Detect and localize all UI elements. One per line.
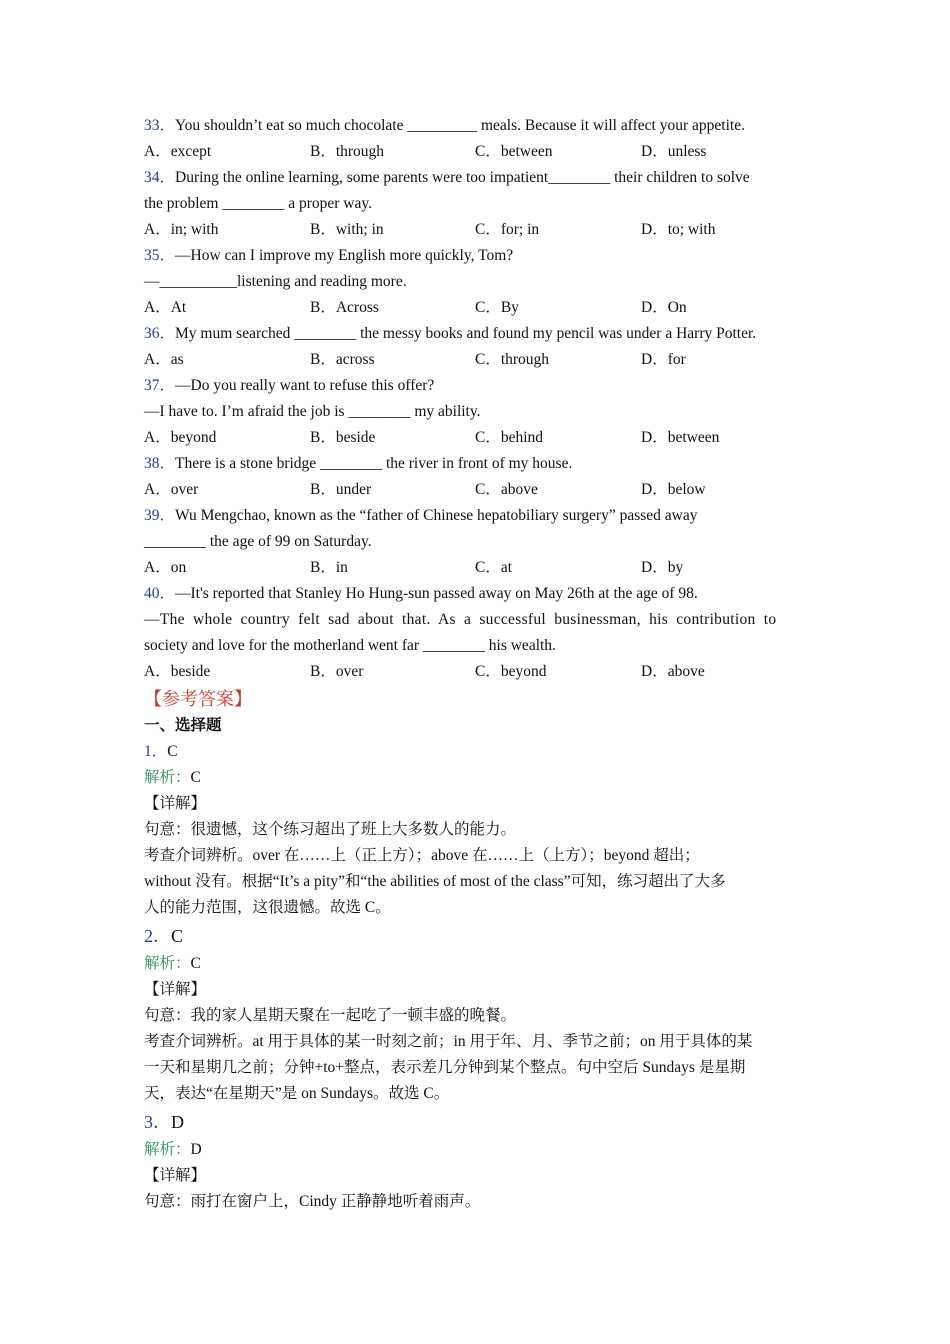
question-text: society and love for the motherland went far ________ his wealth. xyxy=(144,637,556,654)
option-c: C．at xyxy=(475,559,513,576)
explanation-line: 考查介词辨析。at 用于具体的某一时刻之前；in 用于年、月、季节之前；on 用于具体的某 xyxy=(144,1033,753,1050)
question-text: —Do you really want to refuse this offer? xyxy=(175,377,435,394)
question-number: 38． xyxy=(144,455,176,472)
option-c: C．above xyxy=(475,481,538,498)
option-b: B．across xyxy=(310,351,375,368)
explanation-line: 句意：很遗憾，这个练习超出了班上大多数人的能力。 xyxy=(144,821,517,838)
explanation-line: 天，表达“在星期天”是 on Sundays。故选 C。 xyxy=(144,1085,450,1102)
question-text: —The whole country felt sad about that. As a successful businessman, his contribution to xyxy=(144,611,777,628)
question-text: —I have to. I’m afraid the job is ________ my ability. xyxy=(144,403,481,420)
option-a: A．as xyxy=(144,351,184,368)
question-text: There is a stone bridge ________ the river in front of my house. xyxy=(175,455,573,472)
option-b: B．through xyxy=(310,143,385,160)
option-d: D．between xyxy=(641,429,720,446)
options-row xyxy=(144,425,814,451)
explanation-line: 人的能力范围，这很遗憾。故选 C。 xyxy=(144,899,391,916)
option-c: C．through xyxy=(475,351,550,368)
question-36 xyxy=(144,321,814,373)
question-number: 36． xyxy=(144,325,176,342)
question-text: You shouldn’t eat so much chocolate _________ meals. Because it will affect your appetite. xyxy=(175,117,745,134)
options-row xyxy=(144,347,814,373)
option-c: C．beyond xyxy=(475,663,547,680)
question-text: Wu Mengchao, known as the “father of Chinese hepatobiliary surgery” passed away xyxy=(175,507,698,524)
question-text: —How can I improve my English more quickly, Tom? xyxy=(175,247,514,264)
option-a: A．beyond xyxy=(144,429,217,446)
question-37 xyxy=(144,373,814,451)
options-row xyxy=(144,139,814,165)
explanation-line: 句意：雨打在窗户上，Cindy 正静静地听着雨声。 xyxy=(144,1193,481,1210)
option-b: B．in xyxy=(310,559,348,576)
option-a: A．beside xyxy=(144,663,211,680)
question-text: My mum searched ________ the messy books and found my pencil was under a Harry Potter. xyxy=(175,325,757,342)
options-row xyxy=(144,295,814,321)
explanation-line: 一天和星期几之前；分钟+to+整点，表示差几分钟到某个整点。句中空后 Sundays 是星期 xyxy=(144,1059,746,1076)
analysis-value: C xyxy=(190,769,201,786)
options-row xyxy=(144,477,814,503)
question-38 xyxy=(144,451,814,503)
option-b: B．Across xyxy=(310,299,379,316)
question-number: 39． xyxy=(144,507,176,524)
analysis-value: D xyxy=(190,1141,202,1158)
answer-2 xyxy=(144,921,814,1107)
answer-letter: C xyxy=(167,743,178,760)
option-b: B．with; in xyxy=(310,221,384,238)
answer-1 xyxy=(144,739,814,921)
option-a: A．in; with xyxy=(144,221,219,238)
option-a: A．At xyxy=(144,299,187,316)
question-35 xyxy=(144,243,814,321)
answer-3 xyxy=(144,1107,814,1215)
document-page xyxy=(144,113,814,1215)
option-b: B．beside xyxy=(310,429,376,446)
analysis-label: 解析： xyxy=(144,955,191,972)
option-c: C．behind xyxy=(475,429,544,446)
analysis-label: 解析： xyxy=(144,769,191,786)
options-row xyxy=(144,555,814,581)
explanation-line: 句意：我的家人星期天聚在一起吃了一顿丰盛的晚餐。 xyxy=(144,1007,517,1024)
answer-letter: C xyxy=(171,926,184,946)
detail-label: 【详解】 xyxy=(144,1167,207,1184)
option-d: D．above xyxy=(641,663,705,680)
answer-number: 2． xyxy=(144,926,171,946)
options-row xyxy=(144,217,814,243)
question-text: the problem ________ a proper way. xyxy=(144,195,372,212)
question-40 xyxy=(144,581,814,685)
option-d: D．by xyxy=(641,559,684,576)
answer-key-heading: 【参考答案】 xyxy=(144,689,252,709)
option-a: A．on xyxy=(144,559,187,576)
option-a: A．over xyxy=(144,481,199,498)
section-title: 一、选择题 xyxy=(144,717,222,734)
answer-letter: D xyxy=(171,1112,184,1132)
explanation-line: without 没有。根据“It’s a pity”和“the abilities of most of the class”可知，练习超出了大多 xyxy=(144,873,726,890)
question-text: ________ the age of 99 on Saturday. xyxy=(144,533,372,550)
analysis-label: 解析： xyxy=(144,1141,191,1158)
option-c: C．By xyxy=(475,299,519,316)
question-33 xyxy=(144,113,814,165)
detail-label: 【详解】 xyxy=(144,795,207,812)
detail-label: 【详解】 xyxy=(144,981,207,998)
option-d: D．for xyxy=(641,351,686,368)
question-number: 34． xyxy=(144,169,176,186)
option-b: B．over xyxy=(310,663,364,680)
option-c: C．for; in xyxy=(475,221,540,238)
option-b: B．under xyxy=(310,481,372,498)
question-text: —It's reported that Stanley Ho Hung-sun passed away on May 26th at the age of 98. xyxy=(175,585,698,602)
option-d: D．to; with xyxy=(641,221,716,238)
option-d: D．below xyxy=(641,481,706,498)
answer-number: 3． xyxy=(144,1112,171,1132)
question-34 xyxy=(144,165,814,243)
option-d: D．On xyxy=(641,299,687,316)
options-row xyxy=(144,659,814,685)
question-text: —__________listening and reading more. xyxy=(144,273,407,290)
question-text: During the online learning, some parents were too impatient________ their children to solve xyxy=(175,169,750,186)
question-number: 37． xyxy=(144,377,176,394)
answer-number: 1． xyxy=(144,743,168,760)
question-39 xyxy=(144,503,814,581)
question-number: 35． xyxy=(144,247,176,264)
option-c: C．between xyxy=(475,143,553,160)
analysis-value: C xyxy=(190,955,201,972)
explanation-line: 考查介词辨析。over 在……上（正上方）；above 在……上（上方）；beyond 超出； xyxy=(144,847,700,864)
question-number: 40． xyxy=(144,585,176,602)
option-d: D．unless xyxy=(641,143,707,160)
question-number: 33． xyxy=(144,117,176,134)
option-a: A．except xyxy=(144,143,212,160)
